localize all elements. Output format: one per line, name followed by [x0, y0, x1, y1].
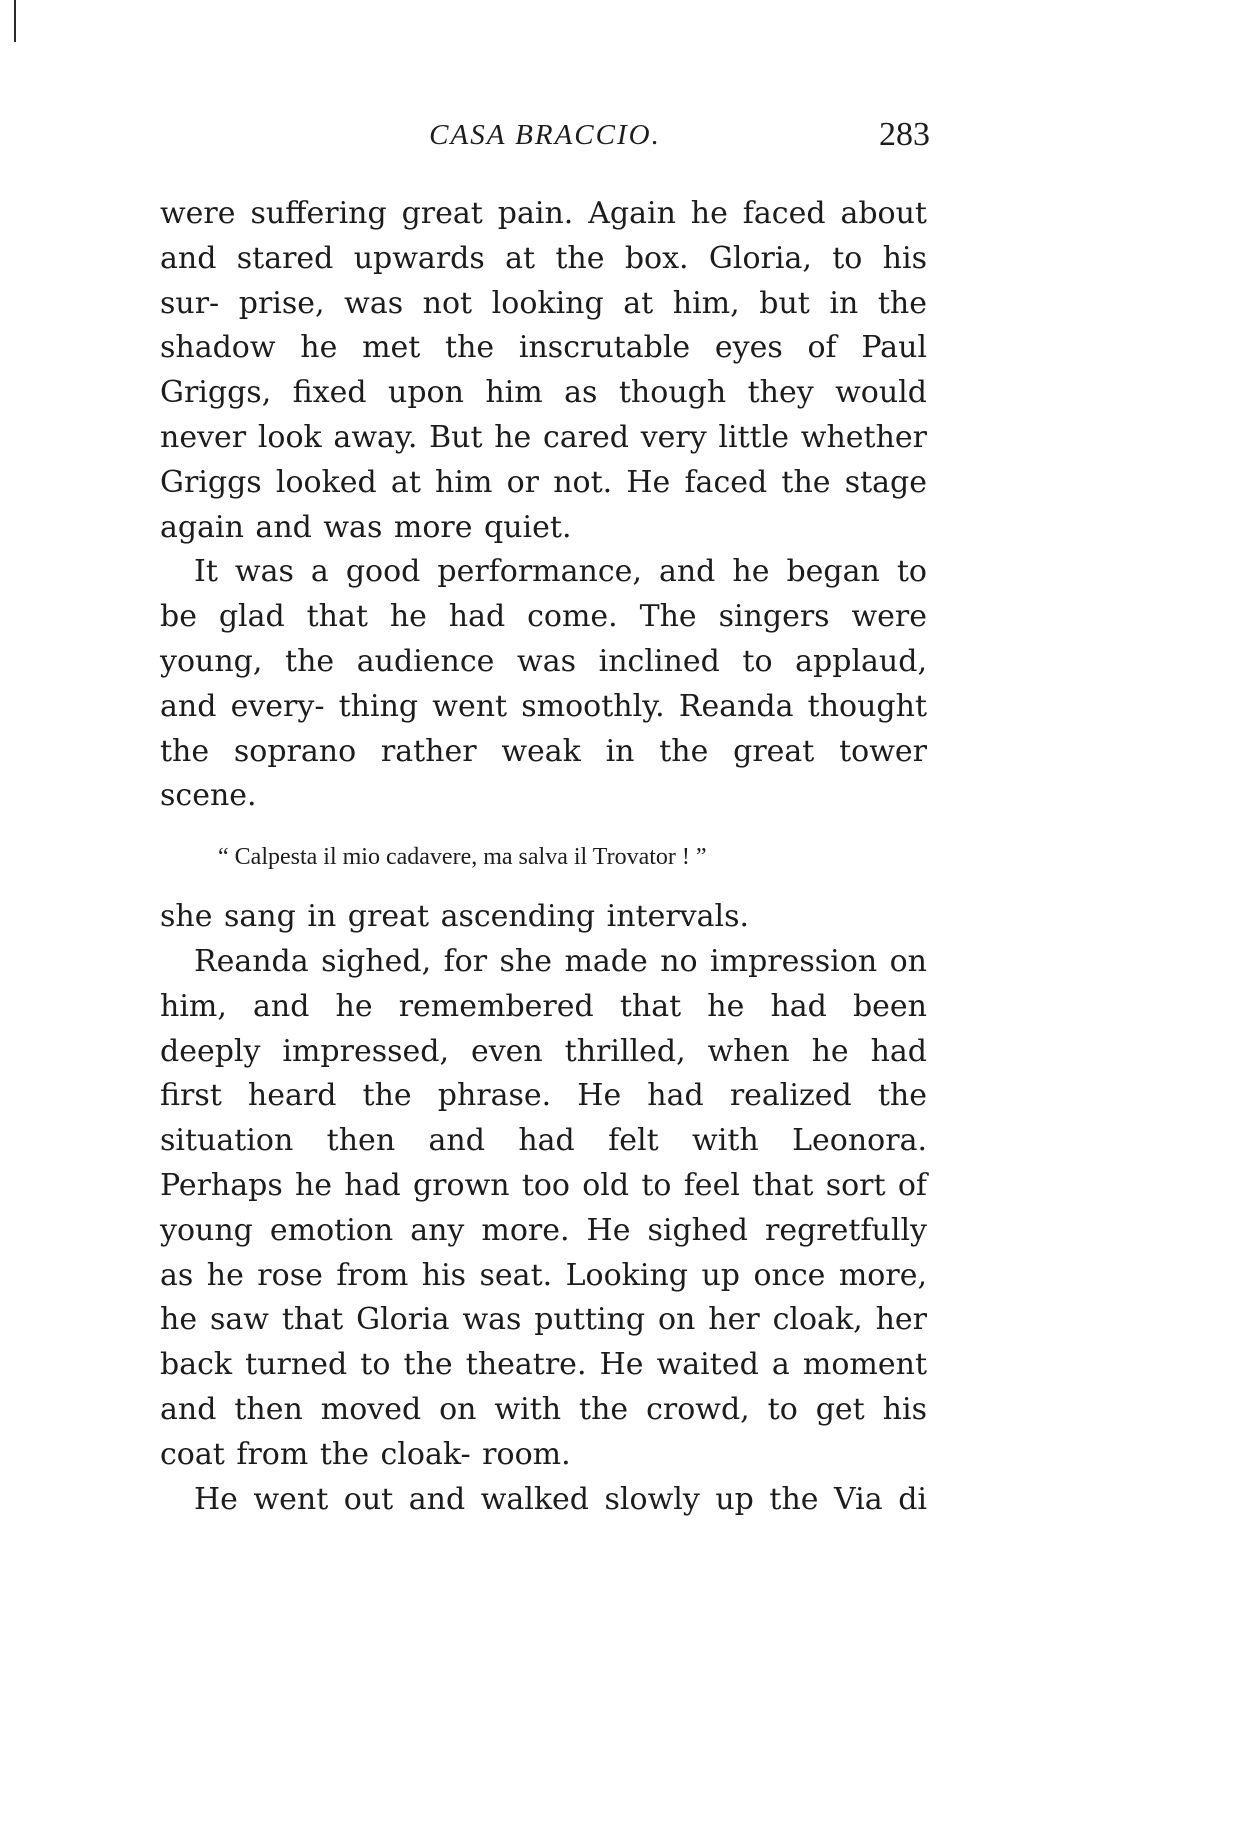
body-text	[160, 192, 927, 1522]
scan-edge-mark	[14, 0, 16, 42]
page-header	[160, 118, 930, 158]
page-number: 283	[879, 116, 930, 153]
paragraph-1: were suffering great pain. Again he faced about and stared upwards at the box. Gloria, to his sur- prise, was not looking at him, but in the shadow he met the inscrutable eyes of Paul Griggs, fixed upon him as though they would never look away. But he cared very little whether Griggs looked at him or not. He faced the stage again and was more quiet.	[160, 196, 927, 545]
paragraph-2: It was a good performance, and he began to be glad that he had come. The singers were young, the audience was inclined to applaud, and every- thing went smoothly. Reanda thought the soprano rather weak in the great tower scene.	[160, 554, 927, 814]
paragraph-4: Reanda sighed, for she made no impression on him, and he remembered that he had been deeply impressed, even thrilled, when he had first heard the phrase. He had realized the situation then and had felt with Leonora. Perhaps he had grown too old to feel that sort of young emotion any more. He sighed regretfully as he rose from his seat. Looking up once more, he saw that Gloria was putting on her cloak, her back turned to the theatre. He waited a moment and then moved on with the crowd, to get his coat from the cloak- room.	[160, 943, 927, 1472]
paragraph-5: He went out and walked slowly up the Via di	[194, 1481, 927, 1517]
running-title: CASA BRACCIO.	[429, 119, 661, 151]
quoted-lyric: “ Calpesta il mio cadavere, ma salva il Trovator ! ”	[218, 844, 707, 871]
paragraph-3: she sang in great ascending intervals.	[160, 899, 750, 935]
